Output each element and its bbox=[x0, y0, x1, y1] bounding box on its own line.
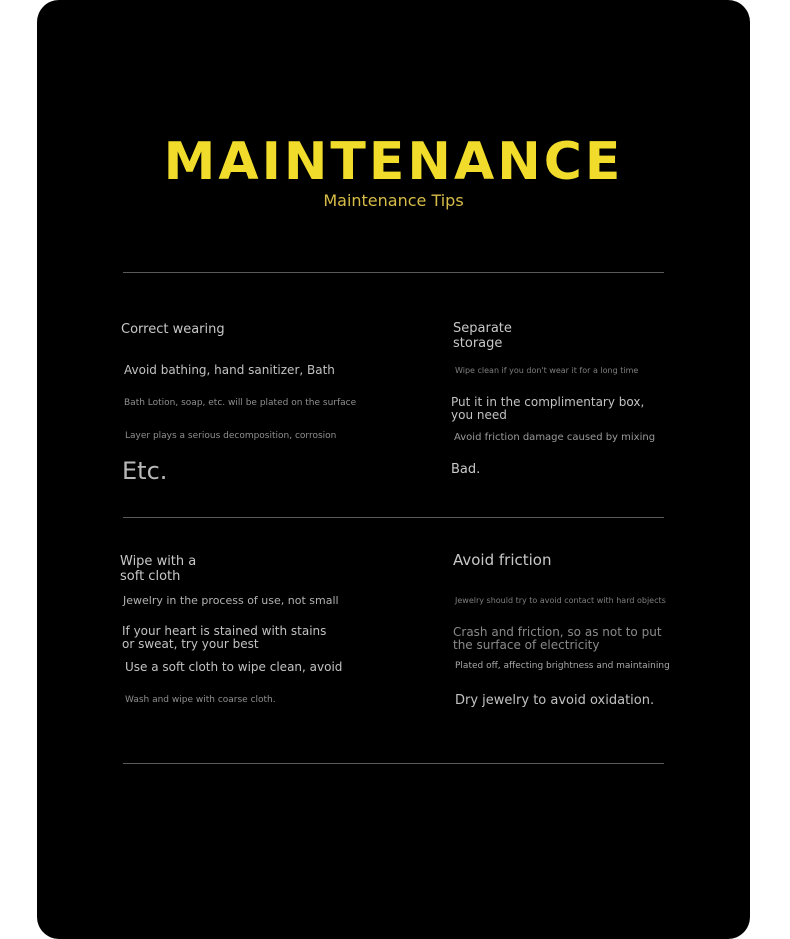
correct-wearing-line-2: Bath Lotion, soap, etc. will be plated on the surface bbox=[124, 398, 357, 408]
correct-wearing-line-4: Etc. bbox=[122, 457, 168, 485]
wipe-soft-cloth-line-2: If your heart is stained with stains or sweat, try your best bbox=[122, 624, 327, 651]
maintenance-card bbox=[37, 0, 750, 939]
avoid-friction-line-3: Plated off, affecting brightness and maintaining bbox=[455, 661, 670, 671]
separate-storage-line-1: Wipe clean if you don't wear it for a long time bbox=[455, 366, 639, 375]
avoid-friction-line-2: Crash and friction, so as not to put the surface of electricity bbox=[453, 625, 662, 652]
section-heading-correct-wearing: Correct wearing bbox=[121, 322, 225, 337]
correct-wearing-line-3: Layer plays a serious decomposition, corrosion bbox=[125, 431, 337, 441]
page-subtitle: Maintenance Tips bbox=[323, 191, 464, 210]
wipe-soft-cloth-line-1: Jewelry in the process of use, not small bbox=[123, 594, 339, 607]
wipe-soft-cloth-line-3: Use a soft cloth to wipe clean, avoid bbox=[125, 660, 343, 674]
divider-bottom bbox=[123, 763, 664, 764]
section-heading-avoid-friction: Avoid friction bbox=[453, 551, 552, 569]
divider-top bbox=[123, 272, 664, 273]
avoid-friction-line-1: Jewelry should try to avoid contact with hard objects bbox=[455, 596, 666, 605]
separate-storage-line-4: Bad. bbox=[451, 462, 481, 477]
wipe-soft-cloth-line-4: Wash and wipe with coarse cloth. bbox=[125, 695, 276, 705]
correct-wearing-line-1: Avoid bathing, hand sanitizer, Bath bbox=[124, 363, 335, 377]
separate-storage-line-3: Avoid friction damage caused by mixing bbox=[454, 432, 656, 443]
avoid-friction-line-4: Dry jewelry to avoid oxidation. bbox=[455, 693, 655, 708]
section-heading-wipe-soft-cloth: Wipe with a soft cloth bbox=[120, 554, 197, 584]
page-title: MAINTENANCE bbox=[163, 132, 624, 192]
separate-storage-line-2: Put it in the complimentary box, you need bbox=[451, 395, 645, 422]
divider-middle bbox=[123, 517, 664, 518]
section-heading-separate-storage: Separate storage bbox=[453, 321, 512, 351]
